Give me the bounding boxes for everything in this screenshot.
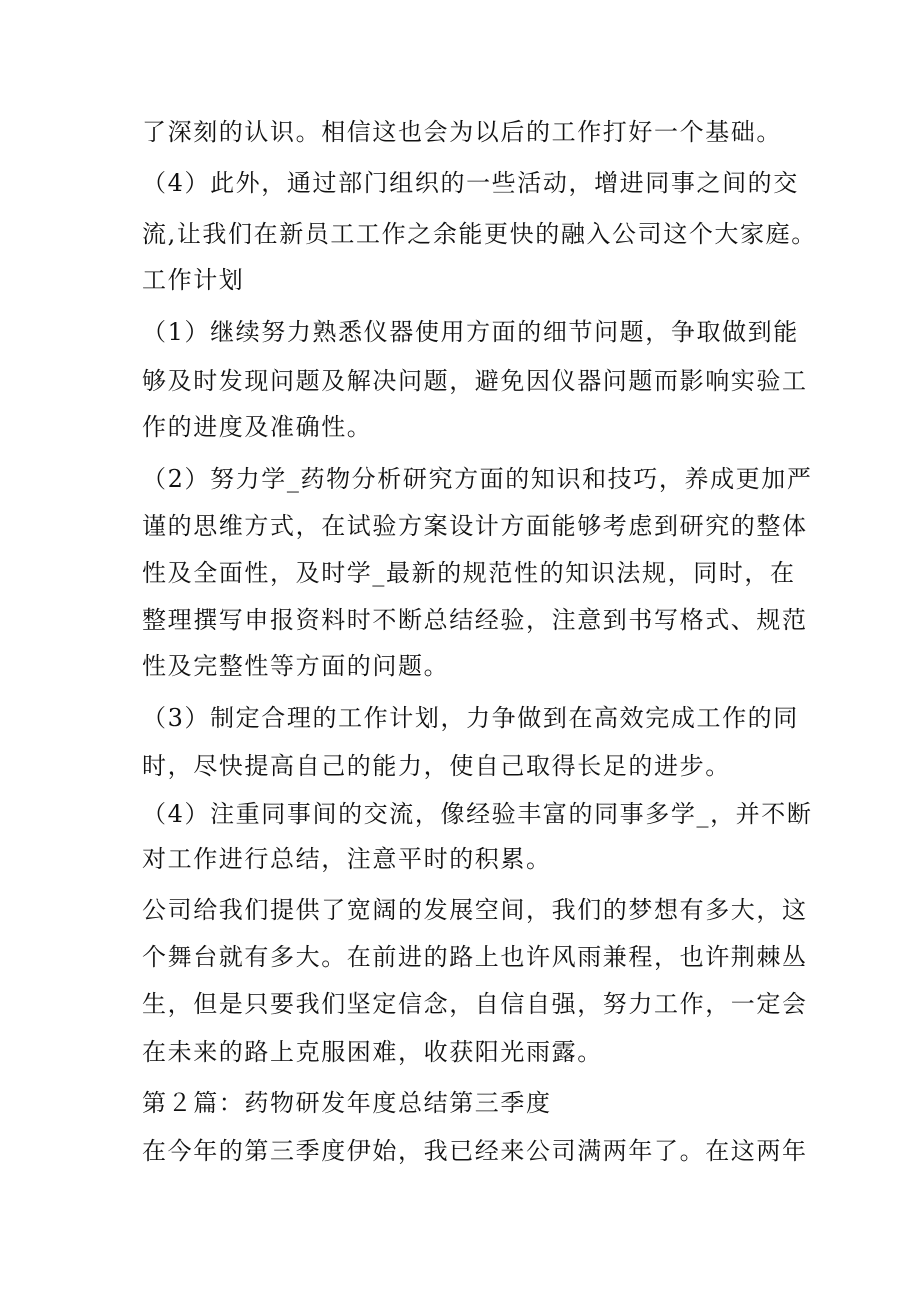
text-line-16: 对工作进行总结，注意平时的积累。 [142,845,552,873]
text-line-12: 性及完整性等方面的问题。 [142,652,450,680]
text-line-7: 作的进度及准确性。 [142,413,373,441]
text-line-19: 生，但是只要我们坚定信念，自信自强，努力工作，一定会 [142,990,808,1018]
text-line-10: 性及全面性，及时学_最新的规范性的知识法规，同时，在 [142,559,796,587]
text-line-6: 够及时发现问题及解决问题，避免因仪器问题而影响实验工 [142,367,808,395]
text-line-18: 个舞台就有多大。在前进的路上也许风雨兼程，也许荆棘丛 [142,943,808,971]
text-line-5: （1）继续努力熟悉仪器使用方面的细节问题，争取做到能 [142,318,799,346]
text-line-11: 整理撰写申报资料时不断总结经验，注意到书写格式、规范 [142,606,808,634]
text-line-1: 了深刻的认识。相信这也会为以后的工作打好一个基础。 [142,118,782,146]
text-line-9: 谨的思维方式，在试验方案设计方面能够考虑到研究的整体 [142,512,808,540]
text-line-15: （4）注重同事间的交流，像经验丰富的同事多学_，并不断 [142,800,813,828]
text-line-13: （3）制定合理的工作计划，力争做到在高效完成工作的同 [142,704,799,732]
section-heading-part-2: 第２篇：药物研发年度总结第三季度 [142,1089,552,1117]
text-line-20: 在未来的路上克服困难，收获阳光雨露。 [142,1038,603,1066]
text-line-3: 流,让我们在新员工工作之余能更快的融入公司这个大家庭。 [142,220,817,248]
text-line-22: 在今年的第三季度伊始，我已经来公司满两年了。在这两年 [142,1137,808,1165]
text-line-17: 公司给我们提供了宽阔的发展空间，我们的梦想有多大，这 [142,896,808,924]
text-line-14: 时，尽快提高自己的能力，使自己取得长足的进步。 [142,752,731,780]
section-heading-work-plan: 工作计划 [142,266,245,294]
text-line-2: （4）此外，通过部门组织的一些活动，增进同事之间的交 [142,169,799,197]
text-line-8: （2）努力学_药物分析研究方面的知识和技巧，养成更加严 [142,465,813,493]
